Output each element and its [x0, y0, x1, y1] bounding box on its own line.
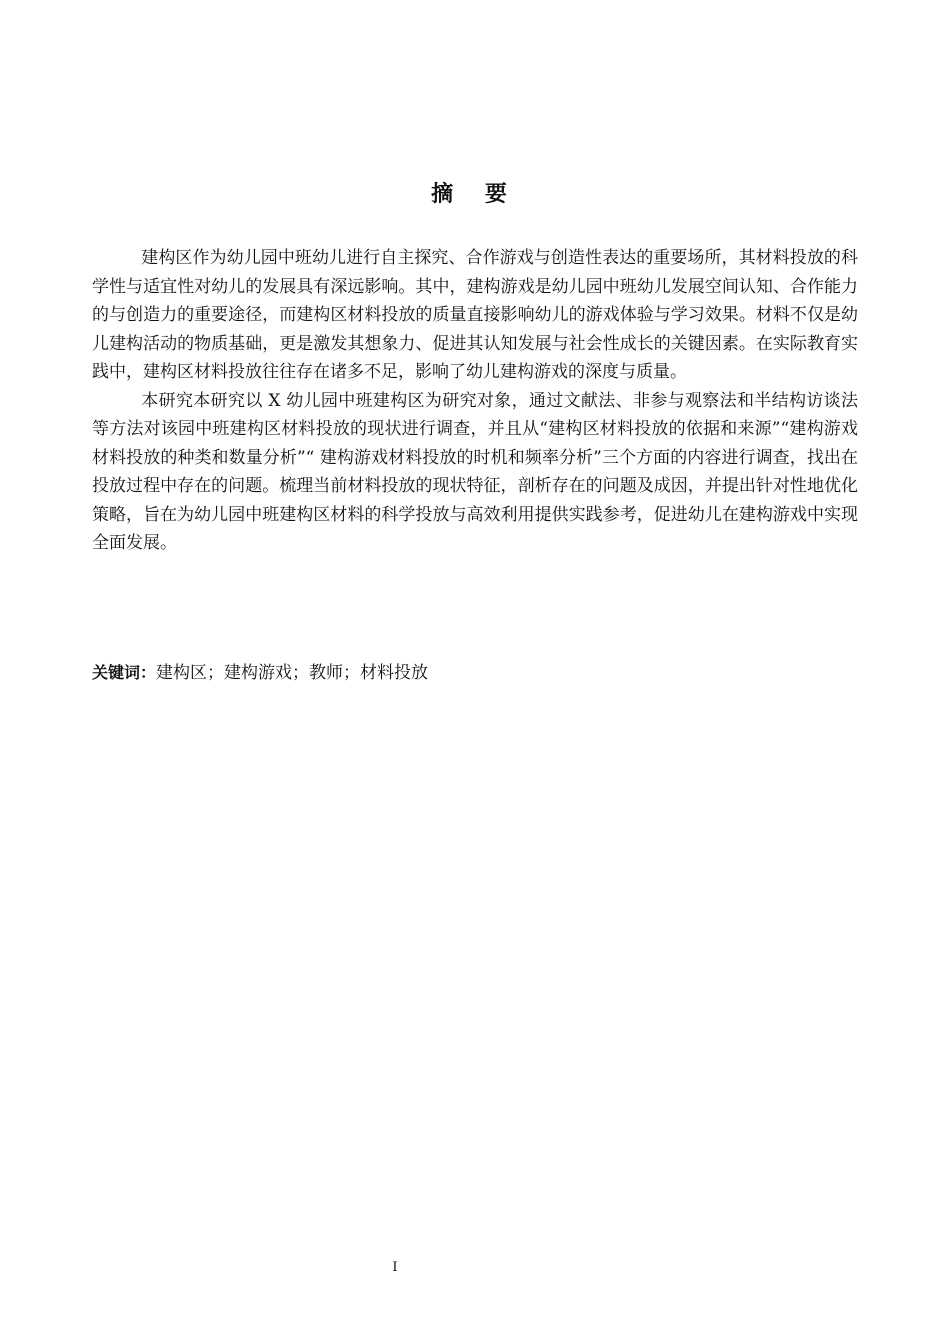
abstract-body	[92, 244, 858, 558]
page-number: I	[392, 1260, 398, 1275]
keywords-text: 建构区；建构游戏；教师；材料投放	[156, 663, 429, 683]
keywords-label: 关键词：	[92, 663, 157, 682]
keywords-line	[92, 659, 858, 687]
abstract-paragraph-2: 本研究本研究以 X 幼儿园中班建构区为研究对象，通过文献法、非参与观察法和半结构访谈法等方法对该园中班建构区材料投放的现状进行调查，并且从“建构区材料投放的依据和来源”“建构游戏材料投放的种类和数量分析”“ 建构游戏材料投放的时机和频率分析”三个方面的内容进行调查，找出在投放过程中存在的问题。梳理当前材料投放的现状特征，剖析存在的问题及成因，并提出针对性地优化策略，旨在为幼儿园中班建构区材料的科学投放与高效利用提供实践参考，促进幼儿在建构游戏中实现全面发展。	[92, 390, 858, 553]
abstract-paragraph-1: 建构区作为幼儿园中班幼儿进行自主探究、合作游戏与创造性表达的重要场所，其材料投放的科学性与适宜性对幼儿的发展具有深远影响。其中，建构游戏是幼儿园中班幼儿发展空间认知、合作能力的与创造力的重要途径，而建构区材料投放的质量直接影响幼儿的游戏体验与学习效果。材料不仅是幼儿建构活动的物质基础，更是激发其想象力、促进其认知发展与社会性成长的关键因素。在实际教育实践中，建构区材料投放往往存在诸多不足，影响了幼儿建构游戏的深度与质量。	[92, 248, 858, 382]
abstract-title: 摘 要	[431, 182, 519, 207]
